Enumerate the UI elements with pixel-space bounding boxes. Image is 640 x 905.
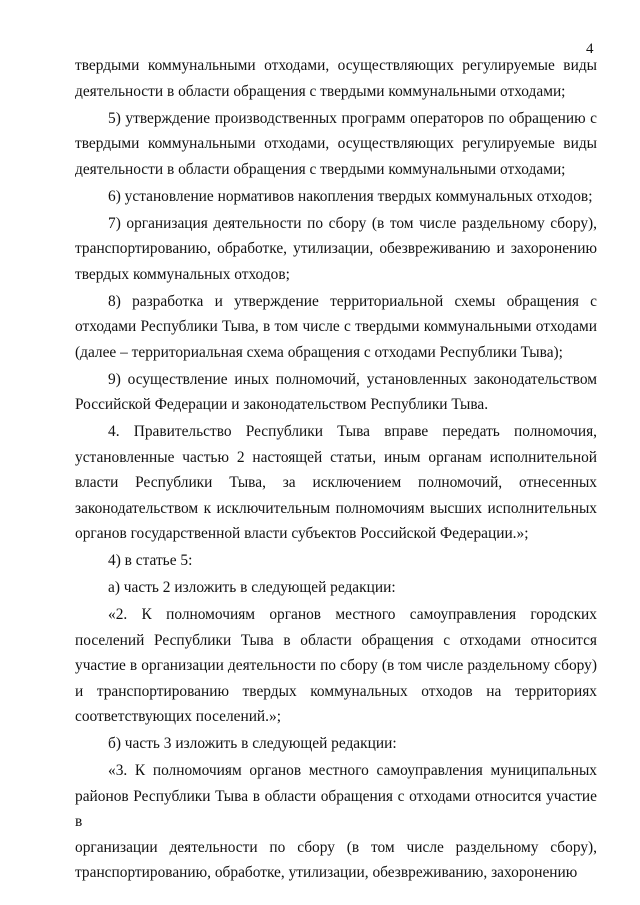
text-line: власти Республики Тыва, за исключением полномочий, отнесенных xyxy=(75,474,597,491)
text-line: 6) установление нормативов накопления твердых коммунальных отходов; xyxy=(108,187,593,205)
paragraph xyxy=(75,289,597,366)
document-body xyxy=(75,53,597,887)
text-line: 4) в статье 5: xyxy=(108,552,193,569)
text-line: установленные частью 2 настоящей статьи, иным органам исполнительной xyxy=(75,448,597,466)
page-number: 4 xyxy=(586,41,594,57)
text-line: а) часть 2 изложить в следующей редакции: xyxy=(108,579,396,596)
text-line: б) часть 3 изложить в следующей редакции: xyxy=(108,735,397,752)
text-line: отходами Республики Тыва, в том числе с твердыми коммунальными отходами xyxy=(75,318,597,335)
paragraph xyxy=(75,575,597,601)
text-line: «2. К полномочиям органов местного самоуправления городских xyxy=(108,606,597,623)
paragraph xyxy=(75,548,597,574)
text-line: транспортированию, обработке, утилизации, обезвреживанию, захоронению xyxy=(75,864,578,881)
text-line: поселений Республики Тыва в области обращения с отходами относится xyxy=(75,631,597,649)
paragraph xyxy=(75,106,597,183)
text-line: и транспортированию твердых коммунальных отходов на территориях xyxy=(75,682,597,700)
text-line: 9) осуществление иных полномочий, установленных законодательством xyxy=(108,370,597,388)
paragraph xyxy=(75,367,597,418)
paragraph xyxy=(75,211,597,288)
text-line: твердых коммунальных отходов; xyxy=(75,265,290,283)
text-line: участие в организации деятельности по сбору (в том числе раздельному сбору) xyxy=(75,657,597,674)
paragraph xyxy=(75,419,597,547)
paragraph xyxy=(75,731,597,757)
text-line: 8) разработка и утверждение территориальной схемы обращения с xyxy=(108,292,597,310)
text-line: законодательством к исключительным полномочиям высших исполнительных xyxy=(75,499,597,517)
text-line: твердыми коммунальными отходами, осуществляющих регулируемые виды xyxy=(75,57,597,74)
text-line: деятельности в области обращения с твердыми коммунальными отходами; xyxy=(75,160,566,178)
text-line: соответствующих поселений.»; xyxy=(75,708,281,725)
text-line: органов государственной власти субъектов Российской Федерации.»; xyxy=(75,525,529,542)
text-line: Российской Федерации и законодательством Республики Тыва. xyxy=(75,396,489,413)
text-line: районов Республики Тыва в области обращения с отходами относится участие в xyxy=(75,787,597,830)
paragraph xyxy=(75,602,597,730)
text-line: 4. Правительство Республики Тыва вправе передать полномочия, xyxy=(108,423,597,440)
text-line: 7) организация деятельности по сбору (в том числе раздельному сбору), xyxy=(108,214,597,232)
paragraph xyxy=(75,53,597,104)
paragraph xyxy=(75,758,597,886)
text-line: твердыми коммунальными отходами, осуществляющих регулируемые виды xyxy=(75,135,597,152)
text-line: «3. К полномочиям органов местного самоуправления муниципальных xyxy=(108,762,597,779)
text-line: 5) утверждение производственных программ операторов по обращению с xyxy=(108,109,597,127)
text-line: транспортированию, обработке, утилизации, обезвреживанию и захоронению xyxy=(75,240,597,257)
paragraph xyxy=(75,184,597,210)
text-line: (далее – территориальная схема обращения с отходами Республики Тыва); xyxy=(75,343,563,361)
text-line: деятельности в области обращения с твердыми коммунальными отходами; xyxy=(75,82,566,100)
text-line: организации деятельности по сбору (в том числе раздельному сбору), xyxy=(75,838,597,856)
